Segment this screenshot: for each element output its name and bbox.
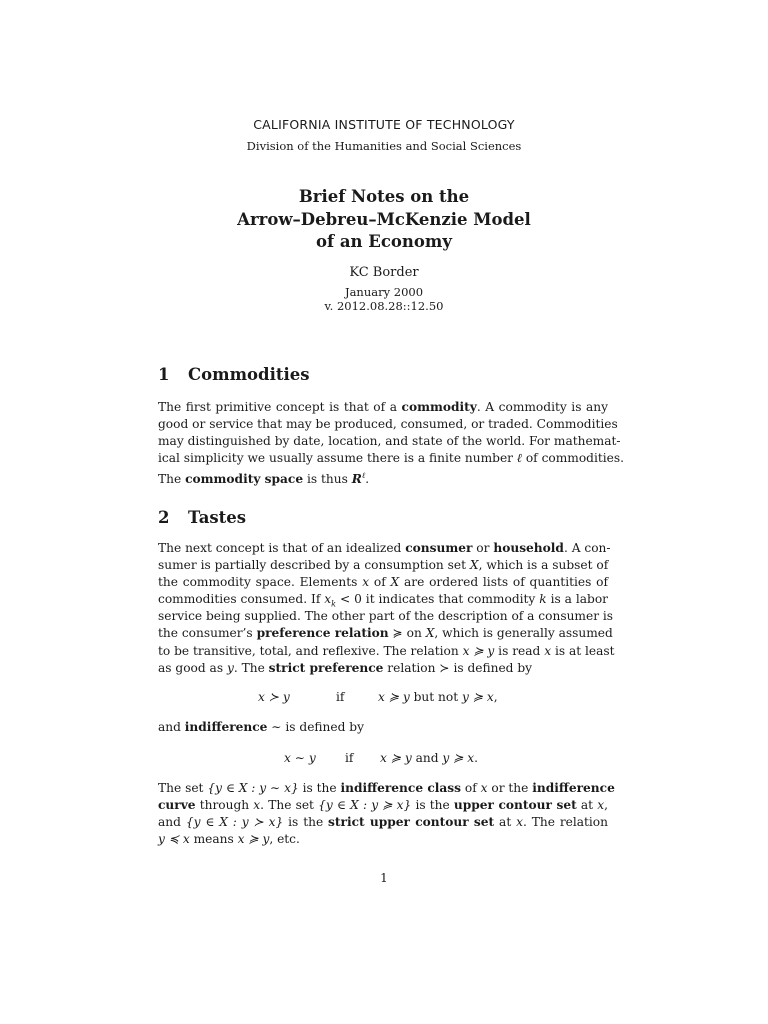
display-indifference: x ∼ y if x ≽ y and y ≽ x.: [284, 751, 478, 765]
text-line: commodities consumed. If $x_k < 0$ it indicates that commodity k is a labor: [158, 592, 608, 609]
text-line: The first primitive concept is that of a commodity. A commodity is any: [158, 400, 609, 414]
display-strict-preference: x ≻ y if x ≽ y but not y ≽ x,: [258, 690, 498, 704]
text-line: to be transitive, total, and reflexive. The relation x ≽ y is read x is at least: [158, 643, 615, 658]
section-title: Commodities: [188, 365, 310, 384]
section-title: Tastes: [188, 508, 247, 527]
text-line: may distinguished by date, location, and state of the world. For mathemat-: [158, 434, 621, 449]
text-line: as good as y. The strict preference relation ≻ is defined by: [158, 660, 533, 675]
section-heading-commodities: [158, 365, 310, 384]
paper-title: [0, 186, 768, 254]
text-line: curve through x. The set {y ∈ X : y ≽ x} is the upper contour set at x,: [158, 798, 608, 813]
paragraph-tastes: [158, 540, 615, 677]
text-line: sumer is partially described by a consumption set X, which is a subset of: [158, 558, 609, 573]
text-line: the consumer’s preference relation ≽ on X, which is generally assumed: [158, 626, 613, 641]
text-line: y ≼ x means x ≽ y, etc.: [158, 832, 300, 847]
author: KC Border: [349, 265, 419, 280]
text-line: ical simplicity we usually assume there is a finite number ℓ of commodities.: [158, 451, 625, 466]
text-line: and {y ∈ X : y ≻ x} is the strict upper contour set at x. The relation: [158, 815, 608, 830]
institution-name: CALIFORNIA INSTITUTE OF TECHNOLOGY: [253, 117, 515, 132]
division-name: Division of the Humanities and Social Sciences: [246, 139, 522, 153]
text-line: The next concept is that of an idealized consumer or household. A con-: [158, 541, 611, 555]
text-line: The commodity space is thus $R^\ell$.: [158, 471, 370, 487]
section-number: 2: [158, 508, 170, 527]
paragraph-contour-sets: [158, 780, 615, 848]
date: January 2000: [344, 285, 424, 299]
section-number: 1: [158, 365, 170, 384]
paragraph-commodities: [158, 399, 625, 487]
indifference-intro: and indifference ∼ is defined by: [158, 720, 364, 734]
version: v. 2012.08.28::12.50: [324, 299, 444, 313]
section-heading-tastes: [158, 508, 246, 527]
title-line-2: Arrow–Debreu–McKenzie Model: [237, 209, 531, 229]
text-line: The set {y ∈ X : y ∼ x} is the indifference class of x or the indifference: [158, 781, 615, 795]
text-line: the commodity space. Elements x of X are ordered lists of quantities of: [158, 575, 608, 590]
title-line-1: Brief Notes on the: [298, 187, 470, 206]
title-line-3: of an Economy: [316, 232, 452, 251]
text-line: service being supplied. The other part of the description of a consumer is: [158, 609, 614, 624]
page-number: 1: [380, 871, 388, 885]
text-line: good or service that may be produced, consumed, or traded. Commodities: [158, 417, 618, 432]
